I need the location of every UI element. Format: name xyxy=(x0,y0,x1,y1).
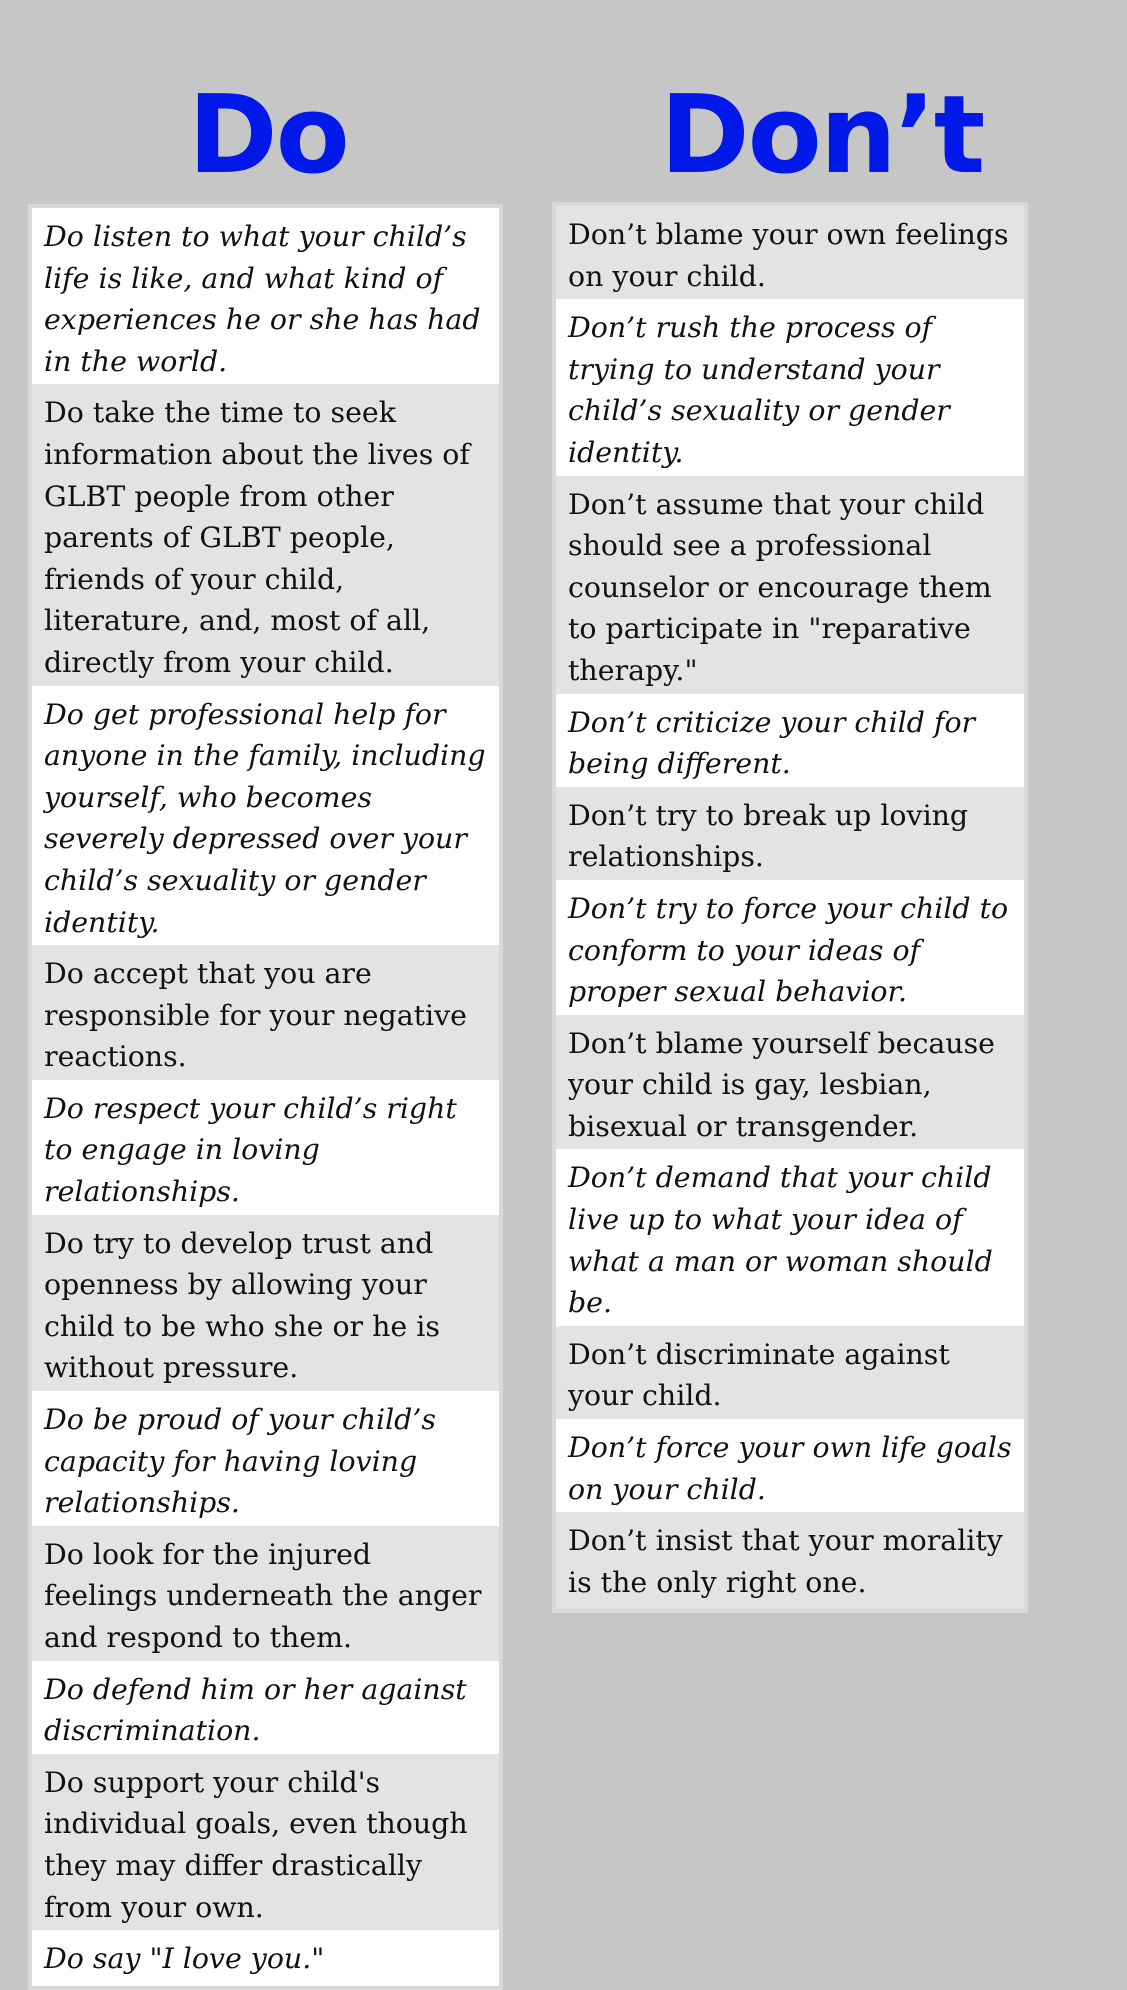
do-item: Do look for the injured feelings underneath the anger and respond to them. xyxy=(32,1526,499,1661)
do-item: Do accept that you are responsible for your negative reactions. xyxy=(32,945,499,1080)
dont-item: Don’t try to force your child to conform to your ideas of proper sexual behavior. xyxy=(556,880,1024,1015)
do-item: Do defend him or her against discrimination. xyxy=(32,1661,499,1754)
do-item: Do say "I love you." xyxy=(32,1930,499,1986)
dont-item: Don’t assume that your child should see a professional counselor or encourage them to participate in "reparative therapy." xyxy=(556,476,1024,694)
do-item: Do take the time to seek information about the lives of GLBT people from other parents of GLBT people, friends of your child, literature, and, most of all, directly from your child. xyxy=(32,384,499,685)
dont-item: Don’t demand that your child live up to what your idea of what a man or woman should be. xyxy=(556,1149,1024,1325)
dont-item: Don’t force your own life goals on your child. xyxy=(556,1419,1024,1512)
dont-item: Don’t try to break up loving relationships. xyxy=(556,787,1024,880)
do-item: Do respect your child’s right to engage in loving relationships. xyxy=(32,1080,499,1215)
do-item: Do get professional help for anyone in the family, including yourself, who becomes severely depressed over your child’s sexuality or gender identity. xyxy=(32,686,499,946)
dont-item: Don’t insist that your morality is the only right one. xyxy=(556,1512,1024,1609)
dont-item: Don’t criticize your child for being different. xyxy=(556,694,1024,787)
do-heading: Do xyxy=(188,73,348,198)
dont-item: Don’t discriminate against your child. xyxy=(556,1326,1024,1419)
do-item: Do support your child's individual goals, even though they may differ drastically from your own. xyxy=(32,1754,499,1930)
do-item: Do try to develop trust and openness by allowing your child to be who she or he is without pressure. xyxy=(32,1215,499,1391)
do-list xyxy=(28,204,503,1990)
dont-item: Don’t blame your own feelings on your child. xyxy=(556,206,1024,299)
dont-item: Don’t blame yourself because your child is gay, lesbian, bisexual or transgender. xyxy=(556,1015,1024,1150)
do-item: Do be proud of your child’s capacity for having loving relationships. xyxy=(32,1391,499,1526)
dont-item: Don’t rush the process of trying to understand your child’s sexuality or gender identity. xyxy=(556,299,1024,475)
do-item: Do listen to what your child’s life is like, and what kind of experiences he or she has had in the world. xyxy=(32,208,499,384)
dont-list xyxy=(552,202,1028,1613)
dont-heading: Don’t xyxy=(660,73,984,198)
